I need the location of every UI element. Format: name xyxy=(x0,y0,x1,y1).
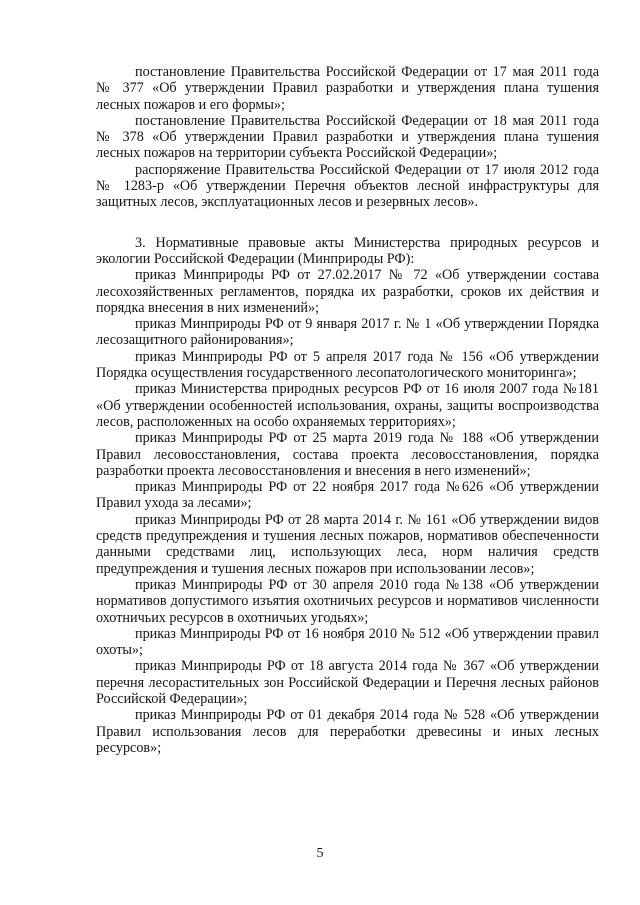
paragraph: приказ Минприроды РФ от 16 ноября 2010 № 512 «Об утверждении правил охоты»; xyxy=(96,625,599,659)
section-gap xyxy=(96,211,599,235)
paragraph: приказ Министерства природных ресурсов РФ от 16 июля 2007 года №181 «Об утверждении особенностей использования, охраны, защиты воспроизводства лесов, расположенных на особо охраняемых территориях»; xyxy=(96,381,599,430)
page-number: 5 xyxy=(316,846,324,861)
paragraph: приказ Минприроды РФ от 27.02.2017 № 72 «Об утверждении состава лесохозяйственных регламентов, порядка их разработки, сроков их действия и порядка внесения в них изменений»; xyxy=(96,267,599,316)
paragraph: приказ Минприроды РФ от 9 января 2017 г. № 1 «Об утверждении Порядка лесозащитного районирования»; xyxy=(96,316,599,349)
section-heading: 3. Нормативные правовые акты Министерства природных ресурсов и экологии Российской Федерации (Минприроды РФ): xyxy=(96,234,599,267)
document-body xyxy=(96,64,599,756)
paragraph: приказ Минприроды РФ от 5 апреля 2017 года № 156 «Об утверждении Порядка осуществления государственного лесопатологического мониторинга»; xyxy=(96,348,599,382)
paragraph: приказ Минприроды РФ от 22 ноября 2017 года №626 «Об утверждении Правил ухода за лесами»; xyxy=(96,479,599,512)
paragraph: приказ Минприроды РФ от 01 декабря 2014 года № 528 «Об утверждении Правил использования лесов для переработки древесины и иных лесных ресурсов»; xyxy=(96,707,599,756)
paragraph: приказ Минприроды РФ от 25 марта 2019 года № 188 «Об утверждении Правил лесовосстановления, состава проекта лесовосстановления, порядка разработки проекта лесовосстановления и внесения в него изменений»; xyxy=(96,430,599,479)
paragraph: приказ Минприроды РФ от 18 августа 2014 года № 367 «Об утверждении перечня лесорастительных зон Российской Федерации и Перечня лесных районов Российской Федерации»; xyxy=(96,658,599,707)
paragraph: постановление Правительства Российской Федерации от 17 мая 2011 года № 377 «Об утверждении Правил разработки и утверждения плана тушения лесных пожаров и его формы»; xyxy=(96,64,599,113)
paragraph: распоряжение Правительства Российской Федерации от 17 июля 2012 года № 1283-р «Об утверждении Перечня объектов лесной инфраструктуры для защитных лесов, эксплуатационных лесов и резервных лесов». xyxy=(96,161,599,211)
paragraph: приказ Минприроды РФ от 28 марта 2014 г. № 161 «Об утверждении видов средств предупреждения и тушения лесных пожаров, нормативов обеспеченности данными средствами лиц, использующих леса, норм наличия средств предупреждения и тушения лесных пожаров при использовании лесов»; xyxy=(96,511,599,577)
paragraph: постановление Правительства Российской Федерации от 18 мая 2011 года № 378 «Об утверждении Правил разработки и утверждения плана тушения лесных пожаров на территории субъекта Российской Федерации»; xyxy=(96,112,599,162)
paragraph: приказ Минприроды РФ от 30 апреля 2010 года №138 «Об утверждении нормативов допустимого изъятия охотничьих ресурсов и нормативов численности охотничьих ресурсов в охотничьих угодьях»; xyxy=(96,576,599,626)
